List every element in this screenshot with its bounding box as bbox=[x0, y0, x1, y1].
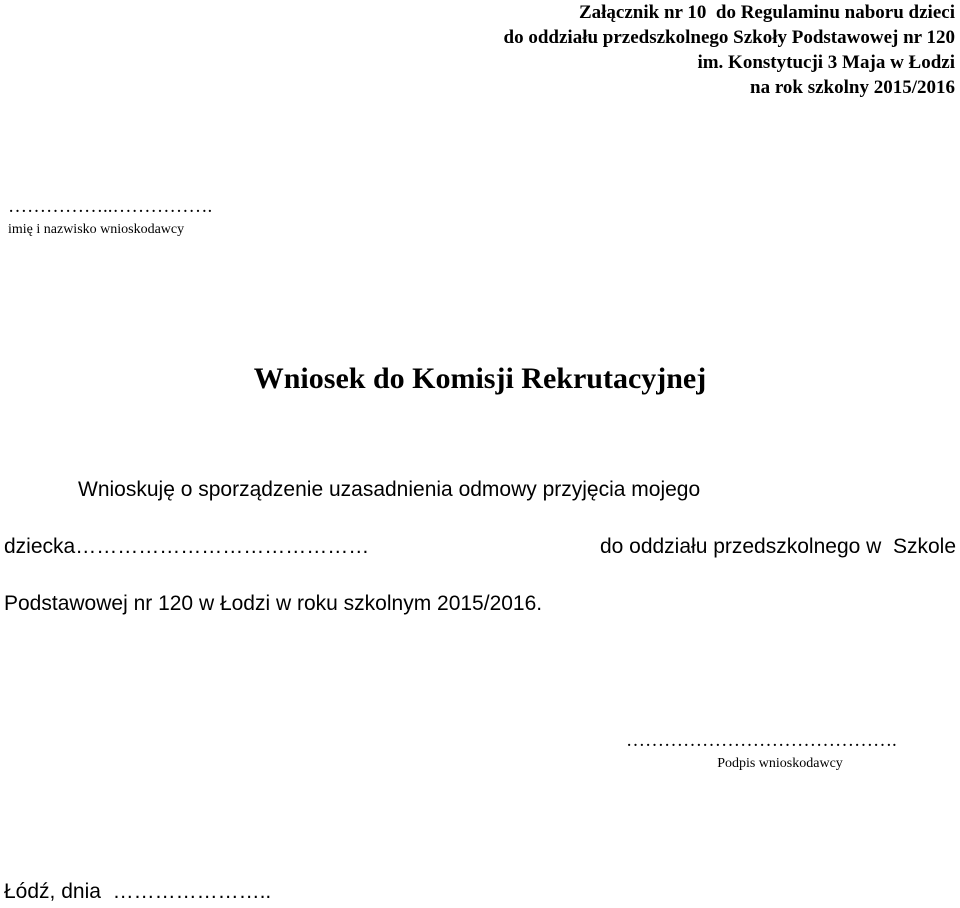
body-line-3: Podstawowej nr 120 w Łodzi w roku szkolnym 2015/2016. bbox=[4, 592, 543, 615]
body-line-2-continuation: do oddziału przedszkolnego w Szkole bbox=[599, 535, 956, 558]
place-date-line: Łódź, dnia ………………….. bbox=[4, 880, 272, 903]
applicant-name-label: imię i nazwisko wnioskodawcy bbox=[8, 222, 185, 237]
applicant-name-field: ……………..……………. bbox=[8, 196, 213, 217]
body-line-2 bbox=[4, 535, 956, 559]
header-line-attachment: Załącznik nr 10 do Regulaminu naboru dzieci bbox=[578, 2, 955, 23]
child-name-field: dziecka…………………………………… bbox=[4, 535, 370, 558]
signature-field: ……………………………………. bbox=[626, 730, 897, 751]
header-line-school-year: na rok szkolny 2015/2016 bbox=[750, 77, 955, 98]
header-line-school-name: im. Konstytucji 3 Maja w Łodzi bbox=[697, 52, 955, 73]
signature-label: Podpis wnioskodawcy bbox=[717, 756, 843, 771]
document-title: Wniosek do Komisji Rekrutacyjnej bbox=[253, 362, 707, 395]
header-line-branch: do oddziału przedszkolnego Szkoły Podstawowej nr 120 bbox=[503, 27, 955, 48]
document-header bbox=[504, 0, 955, 100]
body-line-1: Wnioskuję o sporządzenie uzasadnienia odmowy przyjęcia mojego bbox=[78, 478, 701, 501]
